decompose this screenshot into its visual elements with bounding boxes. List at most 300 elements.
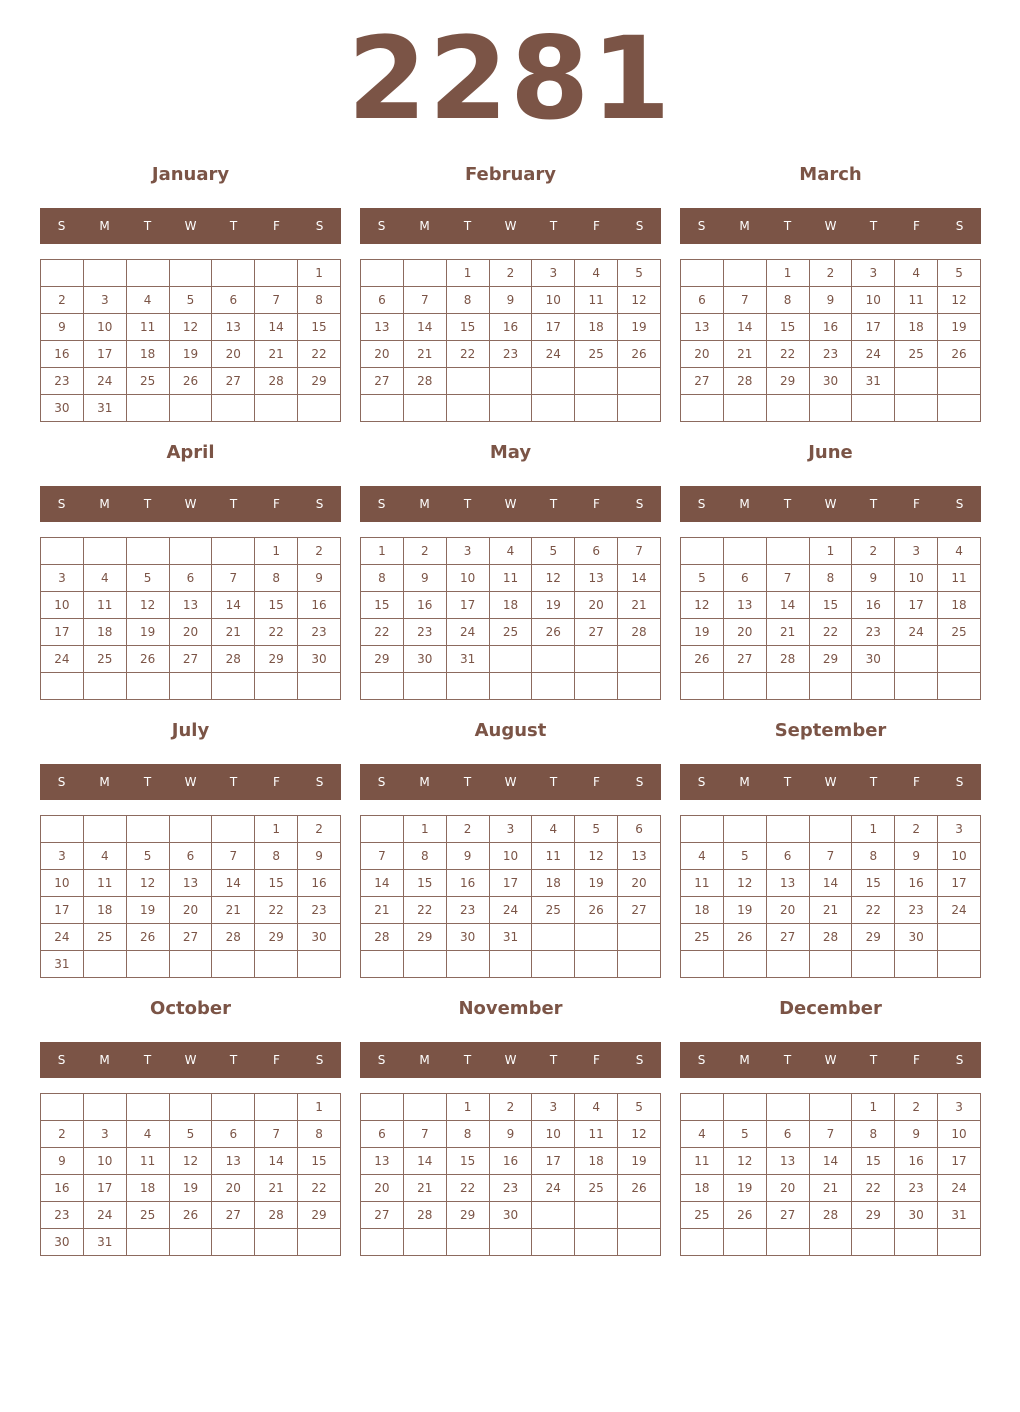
empty-day-cell	[723, 538, 766, 565]
day-cell: 13	[766, 1148, 809, 1175]
day-cell: 24	[532, 1175, 575, 1202]
day-cell: 9	[809, 287, 852, 314]
week-row	[361, 1202, 661, 1229]
weekday-label: F	[273, 497, 280, 511]
empty-day-cell	[126, 260, 169, 287]
day-cell: 19	[681, 619, 724, 646]
day-cell: 11	[83, 592, 126, 619]
day-cell: 20	[361, 341, 404, 368]
day-cell: 18	[126, 1175, 169, 1202]
empty-day-cell	[575, 368, 618, 395]
day-cell: 7	[403, 287, 446, 314]
day-cell: 31	[446, 646, 489, 673]
empty-day-cell	[809, 1229, 852, 1256]
day-cell: 16	[403, 592, 446, 619]
day-cell: 16	[41, 1175, 84, 1202]
day-cell: 10	[446, 565, 489, 592]
week-row	[681, 287, 981, 314]
empty-day-cell	[41, 1094, 84, 1121]
day-cell: 15	[852, 1148, 895, 1175]
day-cell: 18	[575, 314, 618, 341]
weekday-label: T	[549, 219, 558, 233]
week-row	[681, 870, 981, 897]
day-cell: 31	[852, 368, 895, 395]
day-cell: 11	[575, 287, 618, 314]
day-cell: 7	[618, 538, 661, 565]
day-cell: 27	[766, 924, 809, 951]
week-row	[41, 1121, 341, 1148]
day-cell: 13	[169, 870, 212, 897]
day-cell: 26	[681, 646, 724, 673]
weekday-label: S	[955, 497, 964, 511]
weekday-label: F	[593, 219, 600, 233]
empty-day-cell	[489, 1229, 532, 1256]
day-cell: 12	[723, 870, 766, 897]
week-row	[681, 951, 981, 978]
day-cell: 3	[41, 843, 84, 870]
empty-day-cell	[852, 673, 895, 700]
day-cell: 20	[766, 1175, 809, 1202]
empty-day-cell	[489, 395, 532, 422]
week-row	[361, 870, 661, 897]
day-cell: 20	[212, 341, 255, 368]
day-cell: 3	[938, 1094, 981, 1121]
day-cell: 17	[938, 870, 981, 897]
week-row	[681, 646, 981, 673]
empty-day-cell	[938, 673, 981, 700]
weekday-label: T	[869, 1053, 878, 1067]
empty-day-cell	[403, 260, 446, 287]
empty-day-cell	[681, 951, 724, 978]
empty-day-cell	[938, 951, 981, 978]
day-cell: 15	[809, 592, 852, 619]
day-cell: 14	[255, 314, 298, 341]
weekday-label: T	[229, 497, 238, 511]
day-cell: 21	[766, 619, 809, 646]
week-row	[681, 816, 981, 843]
empty-day-cell	[41, 538, 84, 565]
weekday-label: M	[99, 219, 110, 233]
day-grid	[360, 815, 661, 978]
day-cell: 24	[83, 1202, 126, 1229]
week-row	[681, 314, 981, 341]
day-cell: 30	[489, 1202, 532, 1229]
week-row	[681, 1121, 981, 1148]
day-cell: 31	[938, 1202, 981, 1229]
day-cell: 15	[403, 870, 446, 897]
weekday-header-bar	[40, 486, 341, 522]
empty-day-cell	[766, 951, 809, 978]
weekday-label: W	[824, 497, 837, 511]
empty-day-cell	[446, 673, 489, 700]
weekday-label: S	[57, 219, 66, 233]
day-cell: 4	[126, 287, 169, 314]
week-row	[41, 619, 341, 646]
weekday-header-bar	[40, 764, 341, 800]
weekday-label: S	[635, 497, 644, 511]
empty-day-cell	[255, 395, 298, 422]
empty-day-cell	[575, 924, 618, 951]
day-cell: 31	[41, 951, 84, 978]
day-cell: 16	[489, 1148, 532, 1175]
empty-day-cell	[403, 951, 446, 978]
empty-day-cell	[255, 951, 298, 978]
day-cell: 24	[852, 341, 895, 368]
empty-day-cell	[723, 1094, 766, 1121]
week-row	[41, 646, 341, 673]
week-row	[41, 538, 341, 565]
day-cell: 16	[41, 341, 84, 368]
empty-day-cell	[169, 538, 212, 565]
day-cell: 1	[255, 538, 298, 565]
empty-day-cell	[446, 1229, 489, 1256]
day-cell: 26	[618, 1175, 661, 1202]
empty-day-cell	[41, 673, 84, 700]
week-row	[361, 1148, 661, 1175]
week-row	[681, 924, 981, 951]
day-cell: 10	[895, 565, 938, 592]
day-cell: 2	[489, 1094, 532, 1121]
empty-day-cell	[489, 673, 532, 700]
day-grid	[40, 1093, 341, 1256]
day-cell: 18	[532, 870, 575, 897]
weekday-label: W	[504, 497, 517, 511]
day-cell: 6	[212, 1121, 255, 1148]
day-cell: 22	[852, 1175, 895, 1202]
day-cell: 1	[361, 538, 404, 565]
day-cell: 10	[938, 1121, 981, 1148]
empty-day-cell	[212, 1229, 255, 1256]
day-cell: 10	[532, 287, 575, 314]
day-cell: 29	[852, 1202, 895, 1229]
empty-day-cell	[766, 538, 809, 565]
week-row	[361, 619, 661, 646]
empty-day-cell	[766, 395, 809, 422]
day-cell: 14	[809, 870, 852, 897]
weekday-label: M	[419, 1053, 430, 1067]
day-cell: 23	[489, 341, 532, 368]
day-cell: 25	[938, 619, 981, 646]
week-row	[41, 1094, 341, 1121]
day-cell: 5	[938, 260, 981, 287]
week-row	[41, 592, 341, 619]
week-row	[361, 368, 661, 395]
day-cell: 27	[361, 1202, 404, 1229]
month-name: September	[774, 720, 887, 741]
day-cell: 10	[41, 592, 84, 619]
empty-day-cell	[403, 673, 446, 700]
month-name: August	[474, 720, 547, 741]
empty-day-cell	[532, 395, 575, 422]
month-name: June	[808, 442, 853, 463]
day-cell: 8	[446, 287, 489, 314]
day-cell: 14	[212, 870, 255, 897]
day-cell: 16	[895, 1148, 938, 1175]
day-cell: 4	[938, 538, 981, 565]
empty-day-cell	[723, 951, 766, 978]
empty-day-cell	[212, 673, 255, 700]
day-cell: 1	[809, 538, 852, 565]
month-name: February	[464, 164, 557, 185]
day-cell: 28	[618, 619, 661, 646]
day-cell: 30	[852, 646, 895, 673]
empty-day-cell	[169, 1229, 212, 1256]
month-name: July	[171, 720, 210, 741]
empty-day-cell	[361, 673, 404, 700]
day-cell: 16	[852, 592, 895, 619]
day-cell: 24	[532, 341, 575, 368]
day-cell: 27	[169, 646, 212, 673]
empty-day-cell	[723, 260, 766, 287]
weekday-header-bar	[360, 208, 661, 244]
day-cell: 6	[766, 843, 809, 870]
day-cell: 17	[489, 870, 532, 897]
empty-day-cell	[169, 673, 212, 700]
week-row	[361, 1094, 661, 1121]
day-cell: 12	[532, 565, 575, 592]
week-row	[41, 816, 341, 843]
week-row	[361, 287, 661, 314]
weekday-label: M	[99, 1053, 110, 1067]
weekday-label: S	[955, 775, 964, 789]
week-row	[41, 341, 341, 368]
week-row	[361, 646, 661, 673]
week-row	[361, 816, 661, 843]
weekday-label: F	[593, 497, 600, 511]
day-cell: 3	[41, 565, 84, 592]
weekday-label: S	[377, 775, 386, 789]
day-cell: 7	[361, 843, 404, 870]
week-row	[681, 368, 981, 395]
day-cell: 23	[298, 897, 341, 924]
empty-day-cell	[532, 951, 575, 978]
empty-day-cell	[681, 1094, 724, 1121]
day-cell: 17	[852, 314, 895, 341]
empty-day-cell	[766, 1094, 809, 1121]
day-cell: 28	[723, 368, 766, 395]
day-cell: 24	[938, 897, 981, 924]
empty-day-cell	[126, 1229, 169, 1256]
day-cell: 25	[532, 897, 575, 924]
day-cell: 6	[361, 287, 404, 314]
day-cell: 29	[255, 646, 298, 673]
day-cell: 26	[575, 897, 618, 924]
empty-day-cell	[446, 395, 489, 422]
weekday-label: T	[549, 775, 558, 789]
day-cell: 1	[255, 816, 298, 843]
week-row	[41, 1202, 341, 1229]
weekday-label: W	[824, 775, 837, 789]
day-cell: 27	[618, 897, 661, 924]
day-cell: 19	[169, 341, 212, 368]
empty-day-cell	[298, 673, 341, 700]
week-row	[681, 843, 981, 870]
day-cell: 26	[126, 646, 169, 673]
day-cell: 29	[255, 924, 298, 951]
day-cell: 18	[126, 341, 169, 368]
year-title: 2281	[347, 12, 673, 145]
day-cell: 24	[41, 646, 84, 673]
day-cell: 20	[723, 619, 766, 646]
weekday-label: T	[783, 775, 792, 789]
weekday-label: T	[143, 219, 152, 233]
empty-day-cell	[575, 395, 618, 422]
weekday-label: T	[229, 219, 238, 233]
week-row	[41, 260, 341, 287]
weekday-label: T	[463, 1053, 472, 1067]
day-cell: 21	[212, 619, 255, 646]
day-cell: 5	[169, 287, 212, 314]
empty-day-cell	[618, 646, 661, 673]
empty-day-cell	[361, 1094, 404, 1121]
week-row	[681, 1229, 981, 1256]
week-row	[681, 1094, 981, 1121]
day-cell: 20	[169, 619, 212, 646]
empty-day-cell	[403, 1229, 446, 1256]
day-cell: 7	[809, 843, 852, 870]
weekday-label: T	[463, 497, 472, 511]
week-row	[41, 395, 341, 422]
empty-day-cell	[809, 951, 852, 978]
day-cell: 4	[489, 538, 532, 565]
empty-day-cell	[618, 368, 661, 395]
day-cell: 13	[212, 314, 255, 341]
day-cell: 2	[446, 816, 489, 843]
empty-day-cell	[169, 1094, 212, 1121]
day-cell: 7	[212, 565, 255, 592]
day-cell: 15	[298, 1148, 341, 1175]
day-cell: 15	[255, 870, 298, 897]
day-cell: 5	[723, 1121, 766, 1148]
week-row	[41, 924, 341, 951]
day-cell: 28	[212, 924, 255, 951]
day-cell: 25	[126, 368, 169, 395]
weekday-label: M	[739, 497, 750, 511]
day-cell: 2	[298, 538, 341, 565]
empty-day-cell	[575, 673, 618, 700]
day-cell: 21	[723, 341, 766, 368]
weekday-label: S	[697, 775, 706, 789]
week-row	[41, 1229, 341, 1256]
day-cell: 22	[852, 897, 895, 924]
day-grid	[40, 537, 341, 700]
day-cell: 19	[938, 314, 981, 341]
day-cell: 14	[403, 1148, 446, 1175]
weekday-label: F	[913, 775, 920, 789]
day-cell: 25	[575, 1175, 618, 1202]
day-cell: 12	[169, 314, 212, 341]
day-cell: 20	[212, 1175, 255, 1202]
week-row	[41, 870, 341, 897]
day-cell: 15	[852, 870, 895, 897]
day-cell: 6	[766, 1121, 809, 1148]
day-cell: 14	[618, 565, 661, 592]
empty-day-cell	[532, 673, 575, 700]
weekday-label: M	[419, 219, 430, 233]
day-cell: 30	[298, 646, 341, 673]
day-cell: 16	[298, 592, 341, 619]
weekday-label: T	[143, 775, 152, 789]
empty-day-cell	[169, 395, 212, 422]
weekday-label: S	[57, 497, 66, 511]
empty-day-cell	[489, 368, 532, 395]
week-row	[681, 1148, 981, 1175]
day-cell: 15	[298, 314, 341, 341]
day-grid	[360, 1093, 661, 1256]
day-cell: 30	[809, 368, 852, 395]
week-row	[361, 951, 661, 978]
week-row	[41, 287, 341, 314]
day-cell: 11	[681, 870, 724, 897]
day-grid	[360, 259, 661, 422]
week-row	[41, 673, 341, 700]
day-cell: 13	[766, 870, 809, 897]
weekday-label: T	[463, 775, 472, 789]
week-row	[361, 1229, 661, 1256]
day-cell: 4	[575, 1094, 618, 1121]
weekday-label: W	[824, 1053, 837, 1067]
day-cell: 2	[809, 260, 852, 287]
day-cell: 1	[766, 260, 809, 287]
empty-day-cell	[169, 951, 212, 978]
empty-day-cell	[809, 673, 852, 700]
day-cell: 29	[361, 646, 404, 673]
day-cell: 2	[298, 816, 341, 843]
weekday-label: W	[504, 1053, 517, 1067]
day-cell: 9	[895, 1121, 938, 1148]
day-cell: 6	[618, 816, 661, 843]
day-cell: 27	[575, 619, 618, 646]
empty-day-cell	[723, 673, 766, 700]
day-cell: 7	[766, 565, 809, 592]
day-cell: 20	[618, 870, 661, 897]
day-cell: 7	[723, 287, 766, 314]
empty-day-cell	[446, 951, 489, 978]
empty-day-cell	[618, 951, 661, 978]
weekday-label: S	[635, 1053, 644, 1067]
month-name: May	[489, 442, 532, 463]
day-cell: 11	[532, 843, 575, 870]
day-cell: 31	[83, 395, 126, 422]
empty-day-cell	[809, 395, 852, 422]
day-cell: 5	[126, 565, 169, 592]
day-cell: 7	[255, 1121, 298, 1148]
weekday-label: T	[869, 219, 878, 233]
day-cell: 17	[83, 341, 126, 368]
day-cell: 12	[723, 1148, 766, 1175]
day-cell: 27	[723, 646, 766, 673]
empty-day-cell	[766, 673, 809, 700]
week-row	[41, 368, 341, 395]
day-cell: 2	[895, 1094, 938, 1121]
day-cell: 4	[126, 1121, 169, 1148]
empty-day-cell	[681, 1229, 724, 1256]
weekday-header-bar	[680, 764, 981, 800]
week-row	[361, 843, 661, 870]
day-cell: 20	[169, 897, 212, 924]
month-name: November	[458, 998, 563, 1019]
week-row	[681, 260, 981, 287]
day-cell: 11	[895, 287, 938, 314]
day-cell: 12	[575, 843, 618, 870]
empty-day-cell	[489, 951, 532, 978]
day-cell: 29	[298, 1202, 341, 1229]
weekday-label: S	[635, 219, 644, 233]
day-cell: 3	[532, 260, 575, 287]
day-cell: 28	[361, 924, 404, 951]
day-grid	[680, 259, 981, 422]
day-cell: 30	[41, 395, 84, 422]
